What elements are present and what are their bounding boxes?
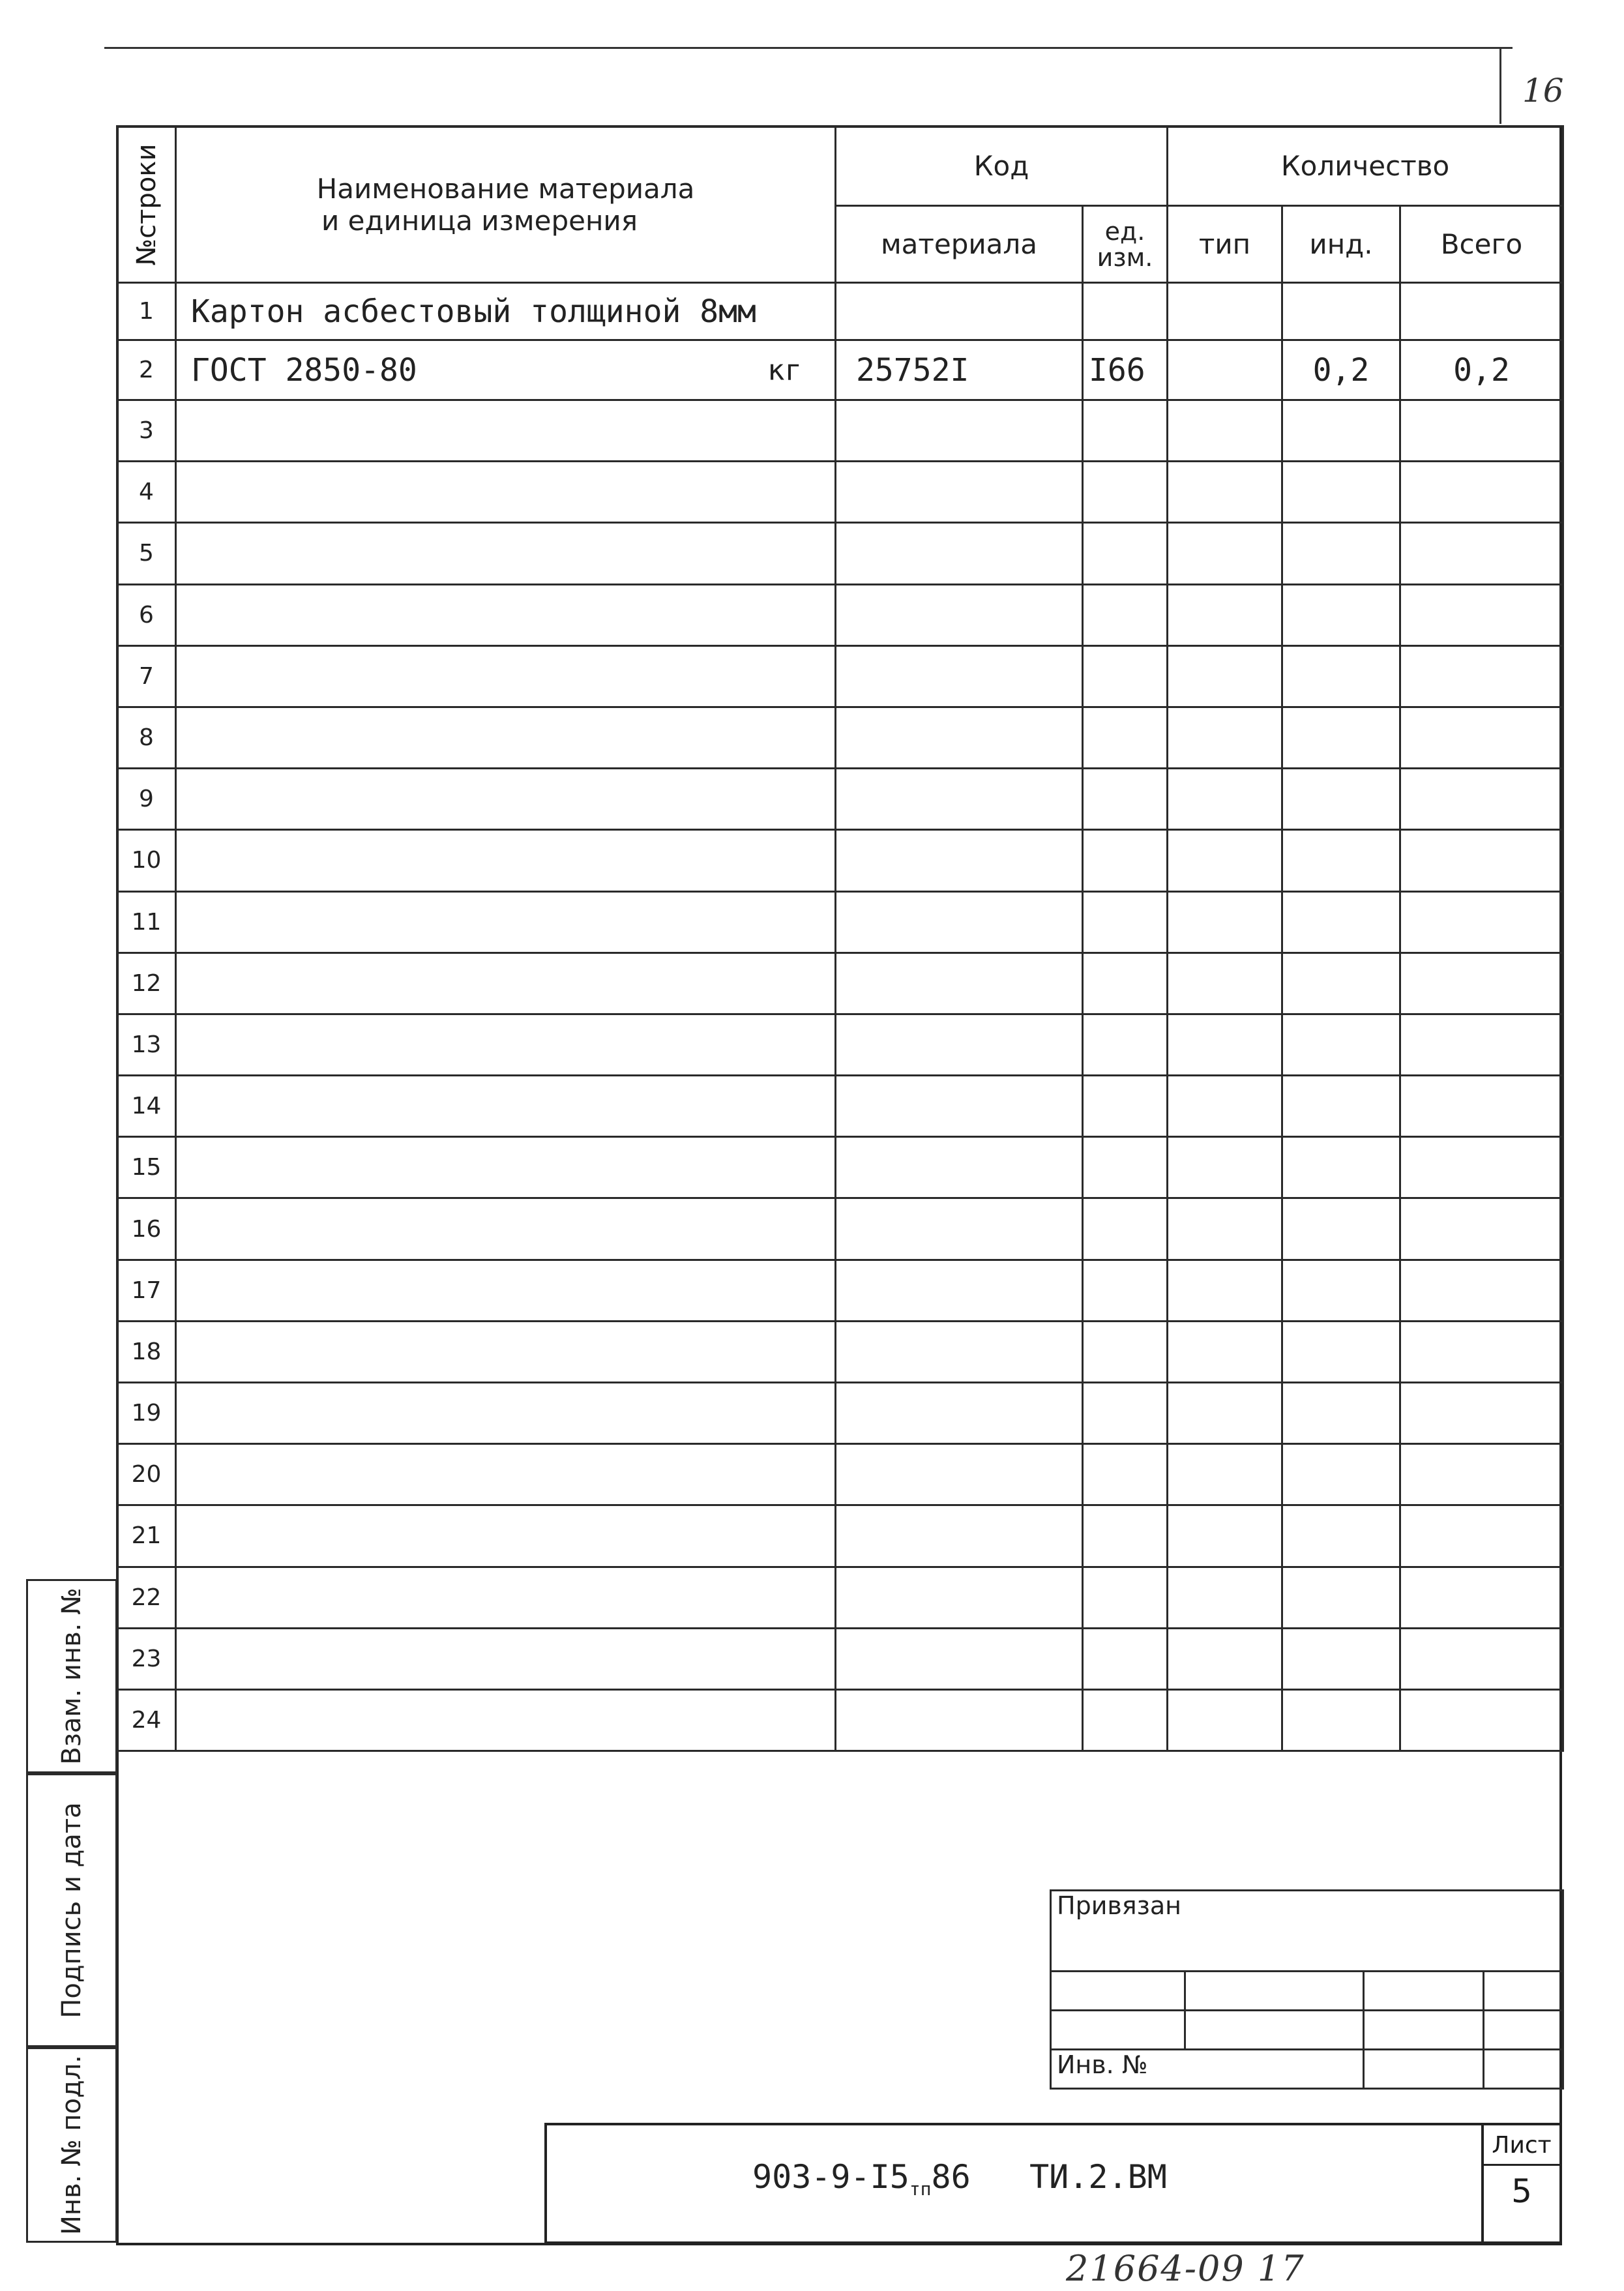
material-name-text	[177, 842, 191, 879]
table-row	[117, 769, 1563, 830]
qty-total	[1400, 1689, 1563, 1751]
stamp-vzam: Взам. инв. №	[26, 1579, 117, 1773]
qty-total	[1400, 1076, 1563, 1137]
qty-type	[1168, 1076, 1282, 1137]
attached-label: Привязан	[1051, 1891, 1563, 1972]
header-name-line2: и единица измерения	[321, 204, 638, 237]
qty-ind: 0,2	[1282, 340, 1400, 400]
stamp-cell	[1364, 2011, 1484, 2050]
stamp-cell	[1364, 2050, 1484, 2089]
material-name	[176, 1321, 836, 1382]
material-name	[176, 1014, 836, 1075]
header-type: тип	[1168, 206, 1282, 283]
qty-ind	[1282, 707, 1400, 768]
unit-code	[1083, 1014, 1168, 1075]
material-name-text: ГОСТ 2850-80	[191, 351, 417, 389]
row-number: 20	[117, 1444, 176, 1505]
material-name	[176, 1628, 836, 1689]
qty-total	[1400, 400, 1563, 462]
qty-total	[1400, 1383, 1563, 1444]
qty-type	[1168, 830, 1282, 891]
row-number: 5	[117, 523, 176, 584]
row-number: 12	[117, 953, 176, 1014]
qty-type	[1168, 1260, 1282, 1321]
qty-total	[1400, 1137, 1563, 1198]
material-name	[176, 1505, 836, 1567]
header-name	[176, 126, 836, 283]
table-row	[117, 1689, 1563, 1751]
stamp-cell	[1364, 1972, 1484, 2011]
qty-type	[1168, 645, 1282, 707]
qty-total	[1400, 953, 1563, 1014]
unit-code	[1083, 1137, 1168, 1198]
table-row	[117, 462, 1563, 523]
table-row	[117, 283, 1563, 340]
material-name-text	[177, 1518, 191, 1554]
qty-type	[1168, 707, 1282, 768]
qty-ind	[1282, 1076, 1400, 1137]
material-name-text	[177, 1640, 191, 1677]
material-name	[176, 953, 836, 1014]
table-row	[117, 707, 1563, 768]
header-row-number: №строки	[117, 126, 176, 283]
material-name-text	[177, 658, 191, 694]
row-number: 21	[117, 1505, 176, 1567]
qty-ind	[1282, 1260, 1400, 1321]
row-number: 11	[117, 891, 176, 953]
qty-type	[1168, 1567, 1282, 1628]
qty-total	[1400, 1014, 1563, 1075]
qty-total	[1400, 1444, 1563, 1505]
qty-ind	[1282, 1567, 1400, 1628]
unit-code	[1083, 584, 1168, 645]
material-code: 25752I	[836, 340, 1083, 400]
table-row	[117, 1505, 1563, 1567]
material-name	[176, 1567, 836, 1628]
material-code	[836, 1567, 1083, 1628]
qty-total	[1400, 1321, 1563, 1382]
table-row	[117, 400, 1563, 462]
material-name-text	[177, 1272, 191, 1308]
material-name	[176, 707, 836, 768]
top-rule	[104, 47, 1513, 49]
table-row	[117, 1321, 1563, 1382]
qty-ind	[1282, 1383, 1400, 1444]
table-row	[117, 1383, 1563, 1444]
material-code	[836, 1383, 1083, 1444]
material-code	[836, 830, 1083, 891]
unit-code	[1083, 1321, 1168, 1382]
material-code	[836, 1137, 1083, 1198]
qty-total	[1400, 283, 1563, 340]
row-number: 24	[117, 1689, 176, 1751]
qty-type	[1168, 340, 1282, 400]
material-name	[176, 1383, 836, 1444]
material-name	[176, 769, 836, 830]
material-name-text	[177, 1702, 191, 1739]
material-code	[836, 1444, 1083, 1505]
row-number: 22	[117, 1567, 176, 1628]
sheet-box	[1481, 2125, 1559, 2244]
table-row	[117, 523, 1563, 584]
material-name	[176, 340, 836, 400]
row-number: 8	[117, 707, 176, 768]
row-number: 17	[117, 1260, 176, 1321]
table-row	[117, 1076, 1563, 1137]
material-name-text	[177, 1333, 191, 1370]
table-row	[117, 1444, 1563, 1505]
material-code	[836, 645, 1083, 707]
qty-type	[1168, 1137, 1282, 1198]
qty-ind	[1282, 462, 1400, 523]
table-row	[117, 1567, 1563, 1628]
material-name-text	[177, 474, 191, 510]
material-name	[176, 1198, 836, 1260]
row-number: 9	[117, 769, 176, 830]
unit-code	[1083, 707, 1168, 768]
qty-ind	[1282, 283, 1400, 340]
attachment-stamp	[1050, 1889, 1564, 2090]
qty-total	[1400, 584, 1563, 645]
table-row	[117, 891, 1563, 953]
header-name-line1: Наименование материала	[316, 172, 695, 205]
document-mark: ТИ.2.ВМ	[1029, 2158, 1167, 2196]
qty-type	[1168, 769, 1282, 830]
material-code	[836, 953, 1083, 1014]
sheet-label: Лист	[1484, 2125, 1559, 2166]
qty-ind	[1282, 1137, 1400, 1198]
qty-ind	[1282, 1689, 1400, 1751]
unit-code	[1083, 523, 1168, 584]
header-total: Всего	[1400, 206, 1563, 283]
unit-code	[1083, 400, 1168, 462]
material-code	[836, 283, 1083, 340]
unit-code	[1083, 283, 1168, 340]
material-code	[836, 462, 1083, 523]
qty-type	[1168, 1383, 1282, 1444]
qty-total	[1400, 1198, 1563, 1260]
qty-total	[1400, 1505, 1563, 1567]
material-code	[836, 1076, 1083, 1137]
material-name	[176, 462, 836, 523]
table-row	[117, 830, 1563, 891]
material-name-text: Картон асбестовый толщиной 8мм	[191, 293, 756, 330]
qty-type	[1168, 1444, 1282, 1505]
qty-ind	[1282, 523, 1400, 584]
row-number: 1	[117, 283, 176, 340]
material-code	[836, 1505, 1083, 1567]
unit-code	[1083, 891, 1168, 953]
row-number: 3	[117, 400, 176, 462]
qty-ind	[1282, 891, 1400, 953]
table-row	[117, 1137, 1563, 1198]
stamp-cell	[1185, 2011, 1364, 2050]
material-name	[176, 1444, 836, 1505]
qty-type	[1168, 400, 1282, 462]
qty-total	[1400, 462, 1563, 523]
unit-code	[1083, 769, 1168, 830]
header-unit: ед. изм.	[1083, 206, 1168, 283]
table-row	[117, 1628, 1563, 1689]
inv-no-label: Инв. №	[1051, 2050, 1364, 2089]
stamp-cell	[1484, 2011, 1563, 2050]
qty-total	[1400, 707, 1563, 768]
material-name-text	[177, 1088, 191, 1125]
table-row	[117, 340, 1563, 400]
material-name	[176, 891, 836, 953]
qty-type	[1168, 584, 1282, 645]
qty-type	[1168, 1014, 1282, 1075]
qty-total	[1400, 1260, 1563, 1321]
unit-code	[1083, 462, 1168, 523]
table-row	[117, 645, 1563, 707]
material-code	[836, 769, 1083, 830]
material-name-text	[177, 965, 191, 1001]
unit-code	[1083, 1198, 1168, 1260]
material-name-text	[177, 1026, 191, 1063]
header-material: материала	[836, 206, 1083, 283]
material-name	[176, 1137, 836, 1198]
qty-ind	[1282, 400, 1400, 462]
qty-total	[1400, 830, 1563, 891]
material-name	[176, 1689, 836, 1751]
unit-code	[1083, 1444, 1168, 1505]
material-name-text	[177, 720, 191, 756]
header-quantity: Количество	[1168, 126, 1563, 206]
qty-ind	[1282, 645, 1400, 707]
row-number: 6	[117, 584, 176, 645]
unit-code: I66	[1083, 340, 1168, 400]
material-name	[176, 400, 836, 462]
stamp-cell	[1185, 1972, 1364, 2011]
qty-ind	[1282, 1444, 1400, 1505]
row-number: 23	[117, 1628, 176, 1689]
stamp-signature: Подпись и дата	[26, 1773, 117, 2047]
material-name-text	[177, 1211, 191, 1247]
qty-total	[1400, 1567, 1563, 1628]
title-block	[544, 2123, 1562, 2244]
unit-code	[1083, 1628, 1168, 1689]
material-name	[176, 523, 836, 584]
row-number: 2	[117, 340, 176, 400]
material-name-text	[177, 413, 191, 449]
material-name	[176, 830, 836, 891]
material-code	[836, 1014, 1083, 1075]
unit-code	[1083, 953, 1168, 1014]
qty-type	[1168, 283, 1282, 340]
material-code	[836, 1628, 1083, 1689]
stamp-cell	[1051, 1972, 1185, 2011]
unit-code	[1083, 1567, 1168, 1628]
qty-total	[1400, 1628, 1563, 1689]
row-number: 14	[117, 1076, 176, 1137]
material-code	[836, 1689, 1083, 1751]
material-name	[176, 1076, 836, 1137]
table-row	[117, 953, 1563, 1014]
row-number: 15	[117, 1137, 176, 1198]
row-number: 7	[117, 645, 176, 707]
qty-ind	[1282, 953, 1400, 1014]
material-code	[836, 1198, 1083, 1260]
table-row	[117, 584, 1563, 645]
material-name	[176, 584, 836, 645]
qty-type	[1168, 1628, 1282, 1689]
qty-ind	[1282, 584, 1400, 645]
qty-total	[1400, 769, 1563, 830]
materials-table	[116, 125, 1564, 1752]
material-name-text	[177, 1149, 191, 1186]
row-number: 10	[117, 830, 176, 891]
material-code	[836, 523, 1083, 584]
row-number: 16	[117, 1198, 176, 1260]
unit-code	[1083, 1383, 1168, 1444]
qty-type	[1168, 1689, 1282, 1751]
material-name-text	[177, 1579, 191, 1616]
document-code: $903-9-I5_{тп}86$ ТИ.2.ВМ	[752, 2158, 1167, 2200]
material-name-text	[177, 1395, 191, 1432]
material-code	[836, 1260, 1083, 1321]
qty-type	[1168, 1321, 1282, 1382]
qty-ind	[1282, 1628, 1400, 1689]
qty-ind	[1282, 769, 1400, 830]
row-number: 18	[117, 1321, 176, 1382]
qty-type	[1168, 462, 1282, 523]
qty-type	[1168, 953, 1282, 1014]
qty-type	[1168, 1198, 1282, 1260]
material-name-text	[177, 781, 191, 818]
header-ind: инд.	[1282, 206, 1400, 283]
unit-code	[1083, 1260, 1168, 1321]
material-name-text	[177, 1456, 191, 1493]
material-code	[836, 400, 1083, 462]
qty-ind	[1282, 830, 1400, 891]
material-name-text	[177, 597, 191, 633]
unit-code	[1083, 645, 1168, 707]
unit-code	[1083, 1689, 1168, 1751]
material-name	[176, 645, 836, 707]
unit-code	[1083, 1505, 1168, 1567]
row-number: 4	[117, 462, 176, 523]
qty-total	[1400, 891, 1563, 953]
stamp-cell	[1051, 2011, 1185, 2050]
material-name	[176, 283, 836, 340]
stamp-inv-original: Инв. № подл.	[26, 2047, 117, 2243]
table-row	[117, 1260, 1563, 1321]
qty-total	[1400, 523, 1563, 584]
sheet-number: 5	[1511, 2172, 1532, 2210]
material-name-text	[177, 904, 191, 940]
material-name	[176, 1260, 836, 1321]
qty-ind	[1282, 1505, 1400, 1567]
table-body	[117, 283, 1563, 1751]
page-number: 16	[1522, 72, 1564, 110]
row-number: 13	[117, 1014, 176, 1075]
material-code	[836, 707, 1083, 768]
row-number: 19	[117, 1383, 176, 1444]
qty-type	[1168, 891, 1282, 953]
qty-ind	[1282, 1014, 1400, 1075]
unit-code	[1083, 830, 1168, 891]
material-code	[836, 891, 1083, 953]
qty-type	[1168, 1505, 1282, 1567]
qty-ind	[1282, 1321, 1400, 1382]
page-number-divider	[1499, 47, 1501, 124]
material-code	[836, 1321, 1083, 1382]
qty-total	[1400, 645, 1563, 707]
table-row	[117, 1014, 1563, 1075]
qty-ind	[1282, 1198, 1400, 1260]
handwritten-archive-number: 21664-09 17	[1066, 2248, 1305, 2289]
material-name-text	[177, 535, 191, 572]
material-unit: кг	[767, 353, 802, 387]
qty-total: 0,2	[1400, 340, 1563, 400]
table-row	[117, 1198, 1563, 1260]
unit-code	[1083, 1076, 1168, 1137]
material-code	[836, 584, 1083, 645]
stamp-cell	[1484, 2050, 1563, 2089]
qty-type	[1168, 523, 1282, 584]
stamp-cell	[1484, 1972, 1563, 2011]
header-code: Код	[836, 126, 1168, 206]
